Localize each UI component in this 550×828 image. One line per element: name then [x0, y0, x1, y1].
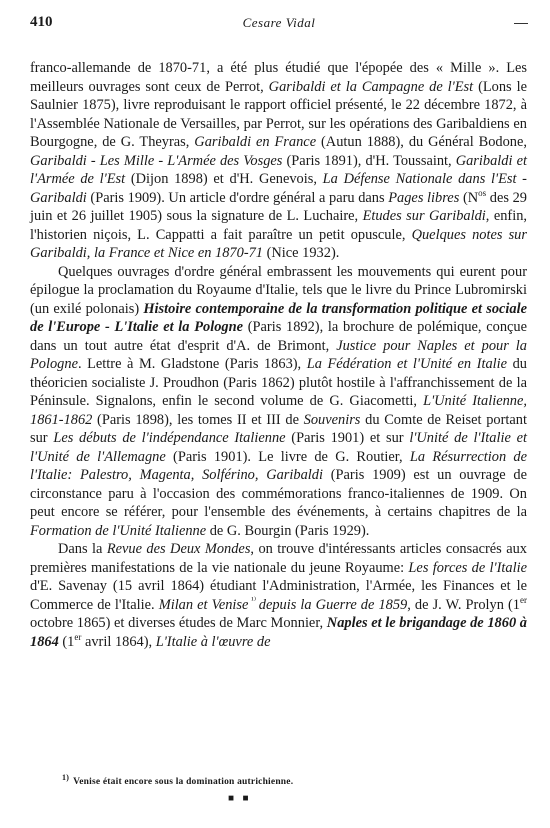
text-run: Naples et le brigandage de 1860 à 1864 — [30, 615, 527, 650]
text-run: (N — [459, 189, 479, 206]
text-run: , de J. W. Prolyn (1 — [407, 596, 520, 613]
text-run: Quelques notes sur Garibaldi, la France et Nice en 1870-71 — [30, 226, 527, 261]
page-number: 410 — [30, 14, 53, 30]
paragraph — [30, 263, 527, 541]
running-head-author: Cesare Vidal — [242, 15, 316, 30]
text-run: d'E. Savenay (15 avril 1864) étudiant l'Administration, l'Armée, les Finances et le Commerce de l'Italie. — [30, 578, 527, 613]
text-run: (Paris 1891), d'H. Toussaint, — [282, 152, 456, 169]
text-run: des 29 juin et 26 juillet 1905) sous la signature de L. Luchaire, — [30, 189, 527, 224]
text-run: Garibaldi et l'Armée de l'Est — [30, 152, 527, 187]
text-run: La Défense Nationale dans l'Est - Garibaldi — [30, 171, 527, 206]
text-run: (Paris 1901). Le livre de G. Routier, — [165, 448, 410, 465]
body-text — [30, 59, 527, 651]
running-head-rule — [514, 23, 528, 24]
text-run: Souvenirs — [303, 411, 361, 428]
text-run: octobre 1865) et diverses études de Marc Monnier, — [30, 615, 327, 631]
text-run: Milan et Venise — [158, 596, 249, 613]
text-run: depuis la Guerre de 1859 — [258, 596, 408, 613]
text-run: (Paris 1909). Un article d'ordre général a paru dans — [86, 189, 389, 206]
text-run: Quelques ouvrages d'ordre général embrassent les mouvements qui eurent pour épilogue la proclamation du Royaume d'Italie, tels que le livre du Prince Lubromirski (un exilé polonais) — [30, 263, 527, 317]
footnote-mark: 1) — [62, 772, 70, 782]
text-run: Justice pour Naples et pour la Pologne — [30, 337, 527, 372]
text-run: l'Unité de l'Italie et l'Unité de l'Allemagne — [30, 430, 528, 465]
text-run: Dans la — [58, 541, 107, 557]
text-run: (Paris 1898), les tomes II et III de — [92, 411, 304, 428]
running-head — [30, 14, 528, 34]
text-run: Pages libres — [388, 189, 460, 206]
text-run: Garibaldi en France — [194, 134, 317, 150]
text-run: du Comte de Reiset portant sur — [30, 411, 527, 446]
paragraph — [30, 59, 527, 263]
text-run: (Dijon 1898) et d'H. Genevois, — [125, 171, 323, 187]
text-run: L'Italie à l'œuvre de — [155, 633, 271, 650]
text-run: os — [478, 187, 487, 198]
footnote — [62, 772, 294, 787]
text-run: er — [74, 631, 82, 642]
text-run: , enfin, l'historien niçois, L. Cappatti a fait paraître un petit opuscule, — [30, 208, 527, 243]
paragraph — [30, 540, 527, 651]
text-run: Garibaldi - Les Mille - L'Armée des Vosges — [30, 152, 283, 169]
text-run: franco-allemande de 1870-71, a été plus étudié que l'épopée des « Mille ». Les meilleurs ouvrages sont ceux de Perrot, — [30, 60, 527, 95]
text-run: (Paris 1909) est un ouvrage de circonstance paru à l'occasion des commémorations franco-italiennes de 1909. On peut encore se référer, pour l'ensemble des événements, à certains chapitres de la — [30, 467, 527, 520]
text-run: (Autun 1888), du Général Bodone, — [316, 134, 527, 150]
footnote-text: Venise était encore sous la domination autrichienne. — [73, 777, 294, 787]
text-run: (1 — [58, 633, 75, 650]
text-run: de G. Bourgin (Paris 1929). — [206, 522, 370, 539]
text-run: (Paris 1901) et sur — [285, 430, 410, 446]
text-run: (Lons le Saulnier 1875), livre reproduisant le rapport officiel présenté, le 22 décembre 1872, à l'Assemblée Nationale de Versailles, par Perrot, sur les opérations des Garibaldiens en Bourgogne, de G. Theyras, — [30, 78, 527, 150]
text-run: (Nice 1932). — [263, 245, 340, 261]
text-run: , on trouve d'intéressants articles consacrés aux premières manifestations de la vie nationale du jeune Royaume: — [30, 541, 528, 576]
text-run: La Résurrection de l'Italie: Palestro, Magenta, Solférino, Garibaldi — [30, 448, 527, 483]
printer-marks: ■ ■ — [228, 793, 252, 804]
text-run: L'Unité Italienne, 1861-1862 — [30, 393, 527, 428]
text-run: Les débuts de l'indépendance Italienne — [53, 430, 286, 446]
text-run: Etudes sur Garibaldi — [362, 208, 486, 224]
text-run: . Lettre à M. Gladstone (Paris 1863), — [77, 356, 307, 372]
text-run: Formation de l'Unité Italienne — [30, 522, 207, 539]
text-run: Revue des Deux Mondes — [106, 541, 251, 557]
text-run: La Fédération et l'Unité en Italie — [306, 356, 508, 372]
text-run: Les forces de l'Italie — [408, 559, 527, 576]
text-run: ¹⁾ — [248, 594, 259, 605]
text-run: Histoire contemporaine de la transformation politique et sociale de l'Europe - L'Italie et la Pologne — [30, 300, 527, 335]
text-run: (Paris 1892), la brochure de polémique, conçue dans un tout autre état d'esprit d'A. de Brimont, — [30, 319, 527, 354]
text-run: du théoricien socialiste J. Proudhon (Paris 1862) plutôt hostile à l'affranchissement de la Péninsule. Signalons, enfin le second volume de G. Giacometti, — [30, 356, 527, 409]
text-run: avril 1864), — [81, 633, 156, 650]
text-run: Garibaldi et la Campagne de l'Est — [268, 78, 474, 95]
text-run: er — [519, 594, 527, 605]
